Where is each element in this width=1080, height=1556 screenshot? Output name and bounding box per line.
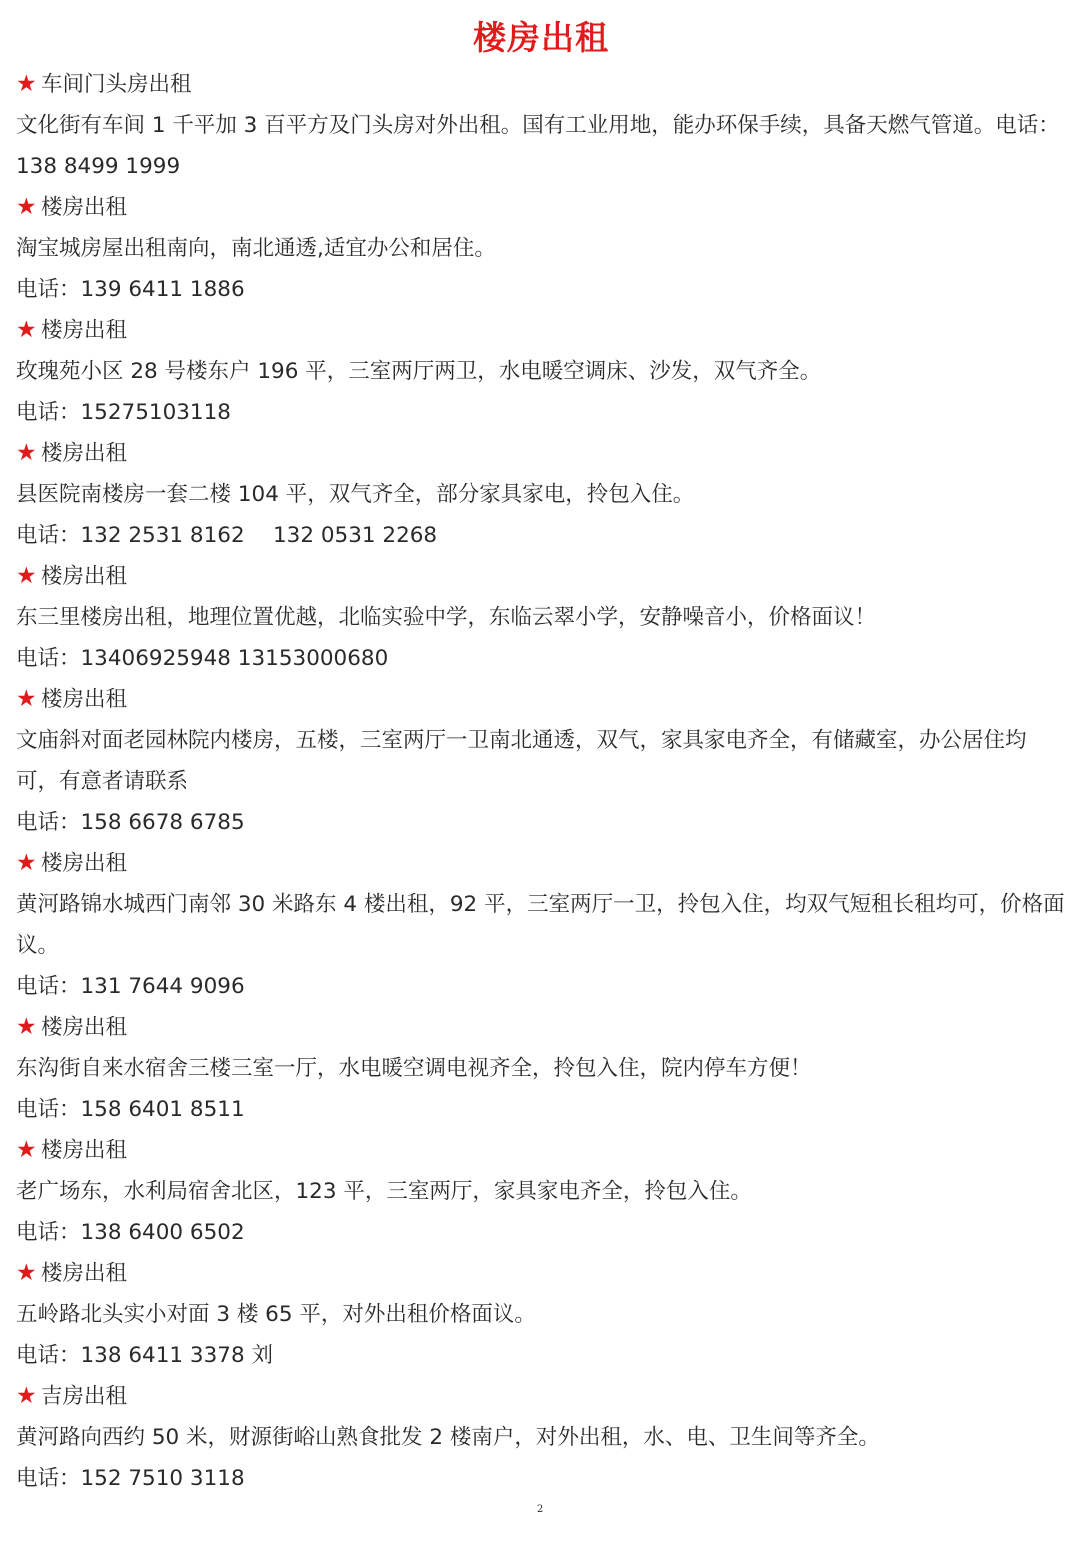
listing-title: 楼房出租 bbox=[41, 564, 128, 589]
listing-description: 黄河路向西约 50 米，财源街峪山熟食批发 2 楼南户，对外出租，水、电、卫生间等齐全。 bbox=[16, 1425, 880, 1450]
listing-item bbox=[16, 1376, 1066, 1499]
star-icon: ★ bbox=[16, 850, 37, 876]
listing-title: 楼房出租 bbox=[41, 1015, 128, 1040]
listing-header bbox=[16, 64, 1066, 105]
listing-item bbox=[16, 1253, 1066, 1376]
listing-phone: 电话：139 6411 1886 bbox=[16, 277, 245, 302]
listing-description: 文庙斜对面老园林院内楼房，五楼，三室两厅一卫南北通透，双气，家具家电齐全，有储藏室，办公居住均可，有意者请联系 bbox=[16, 728, 1027, 794]
listing-header bbox=[16, 187, 1066, 228]
star-icon: ★ bbox=[16, 317, 37, 343]
listing-item bbox=[16, 1007, 1066, 1130]
listing-phone: 电话：131 7644 9096 bbox=[16, 974, 245, 999]
listing-title: 楼房出租 bbox=[41, 1138, 128, 1163]
listing-phone: 电话：158 6678 6785 bbox=[16, 810, 245, 835]
listing-header bbox=[16, 1130, 1066, 1171]
listing-item bbox=[16, 679, 1066, 843]
listing-description: 县医院南楼房一套二楼 104 平，双气齐全，部分家具家电，拎包入住。 bbox=[16, 482, 695, 507]
listing-item bbox=[16, 843, 1066, 1007]
star-icon: ★ bbox=[16, 194, 37, 220]
listing-title: 楼房出租 bbox=[41, 195, 128, 220]
listing-item bbox=[16, 556, 1066, 679]
listing-title: 楼房出租 bbox=[41, 318, 128, 343]
listing-description: 黄河路锦水城西门南邻 30 米路东 4 楼出租，92 平，三室两厅一卫，拎包入住，均双气短租长租均可，价格面议。 bbox=[16, 892, 1065, 958]
listing-header bbox=[16, 433, 1066, 474]
listing-description: 老广场东，水利局宿舍北区，123 平，三室两厅，家具家电齐全，拎包入住。 bbox=[16, 1179, 752, 1204]
listing-item bbox=[16, 433, 1066, 556]
star-icon: ★ bbox=[16, 1383, 37, 1409]
listing-header bbox=[16, 310, 1066, 351]
listing-phone: 电话：158 6401 8511 bbox=[16, 1097, 245, 1122]
listing-item bbox=[16, 64, 1066, 187]
star-icon: ★ bbox=[16, 563, 37, 589]
listing-title: 楼房出租 bbox=[41, 441, 128, 466]
page-number: 2 bbox=[536, 1504, 544, 1515]
listing-description: 文化街有车间 1 千平加 3 百平方及门头房对外出租。国有工业用地，能办环保手续，具备天燃气管道。电话：138 8499 1999 bbox=[16, 113, 1060, 179]
listing-title: 楼房出租 bbox=[41, 687, 128, 712]
listing-title: 楼房出租 bbox=[41, 1261, 128, 1286]
listing-title: 楼房出租 bbox=[41, 851, 128, 876]
listing-header bbox=[16, 843, 1066, 884]
listing-phone: 电话：15275103118 bbox=[16, 400, 231, 425]
listing-item bbox=[16, 187, 1066, 310]
star-icon: ★ bbox=[16, 686, 37, 712]
listing-header bbox=[16, 556, 1066, 597]
listings-container bbox=[16, 64, 1066, 1499]
listing-phone: 电话：132 2531 8162 132 0531 2268 bbox=[16, 523, 438, 548]
listing-description: 淘宝城房屋出租南向，南北通透,适宜办公和居住。 bbox=[16, 236, 496, 261]
listing-description: 五岭路北头实小对面 3 楼 65 平，对外出租价格面议。 bbox=[16, 1302, 536, 1327]
listing-header bbox=[16, 1376, 1066, 1417]
listing-title: 车间门头房出租 bbox=[41, 72, 192, 97]
star-icon: ★ bbox=[16, 1260, 37, 1286]
listing-phone: 电话：138 6400 6502 bbox=[16, 1220, 245, 1245]
listing-header bbox=[16, 679, 1066, 720]
listing-phone: 电话：152 7510 3118 bbox=[16, 1466, 245, 1491]
listing-title: 吉房出租 bbox=[41, 1384, 128, 1409]
listing-description: 东沟街自来水宿舍三楼三室一厅，水电暖空调电视齐全，拎包入住，院内停车方便！ bbox=[16, 1056, 812, 1081]
star-icon: ★ bbox=[16, 1014, 37, 1040]
listing-description: 东三里楼房出租，地理位置优越，北临实验中学，东临云翠小学，安静噪音小，价格面议！ bbox=[16, 605, 877, 630]
star-icon: ★ bbox=[16, 1137, 37, 1163]
listing-description: 玫瑰苑小区 28 号楼东户 196 平，三室两厅两卫，水电暖空调床、沙发，双气齐全。 bbox=[16, 359, 822, 384]
listing-item bbox=[16, 310, 1066, 433]
listing-item bbox=[16, 1130, 1066, 1253]
listing-header bbox=[16, 1253, 1066, 1294]
page-title: 楼房出租 bbox=[473, 18, 609, 57]
listing-phone: 电话：138 6411 3378 刘 bbox=[16, 1343, 273, 1368]
star-icon: ★ bbox=[16, 71, 37, 97]
star-icon: ★ bbox=[16, 440, 37, 466]
listing-phone: 电话：13406925948 13153000680 bbox=[16, 646, 389, 671]
listing-header bbox=[16, 1007, 1066, 1048]
